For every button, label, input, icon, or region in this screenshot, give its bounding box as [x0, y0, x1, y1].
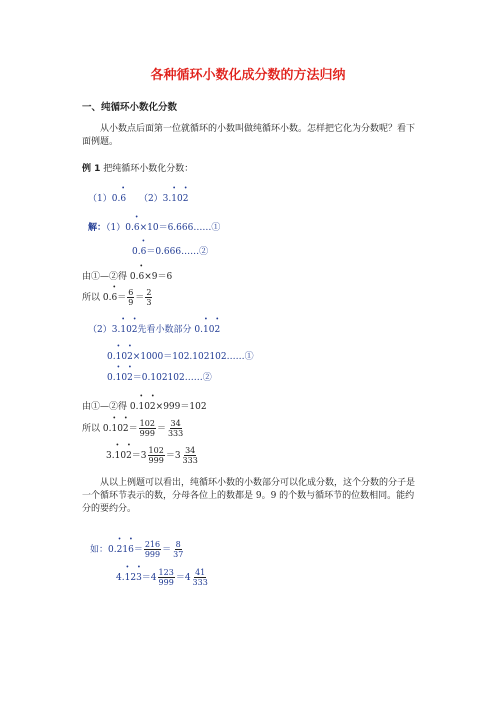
- example-label: 例 1: [82, 164, 101, 174]
- solution-1-line-3: [82, 271, 172, 283]
- solution-2-line-6: [106, 446, 200, 465]
- repeating-digit: 1 •: [138, 401, 144, 413]
- repeating-digit: 6 •: [141, 246, 147, 258]
- solution-1-line-2: [132, 246, 208, 258]
- expr-suffix: ×10＝6.666……①: [139, 223, 221, 233]
- example-1-heading: [82, 163, 193, 176]
- repeating-digit: 6 •: [120, 193, 126, 205]
- equals: ＝: [162, 545, 172, 555]
- intro-paragraph: 从小数点后面第一位就循环的小数叫做纯循环小数。怎样把它化为分数呢？看下面例题。: [82, 124, 416, 147]
- repeating-digit: 2 •: [126, 450, 132, 462]
- expr-suffix: ＝0.666……②: [146, 247, 209, 257]
- expr-prefix: 4.: [116, 573, 125, 583]
- solution-1-line-4: [82, 288, 153, 307]
- equals: ＝: [156, 424, 166, 434]
- digit: 1: [122, 545, 129, 555]
- fraction: [167, 419, 184, 438]
- denominator: 37: [173, 550, 184, 559]
- expr-suffix: ×1000＝102.102102……①: [132, 352, 254, 362]
- denominator: 333: [192, 578, 208, 587]
- expr-suffix: ×9＝6: [144, 272, 173, 282]
- digit: 0: [144, 402, 150, 412]
- digit: 0: [121, 352, 128, 362]
- repeating-digit: 1 •: [115, 450, 121, 462]
- repeating-digit: 2 •: [214, 324, 220, 336]
- repeating-digit: 2 •: [150, 401, 156, 413]
- denominator: 9: [128, 298, 134, 307]
- example-text: 把纯循环小数化分数：: [103, 164, 194, 174]
- digit: 0: [208, 325, 215, 335]
- denominator: 999: [148, 456, 164, 465]
- expr-prefix: （2）3.: [88, 325, 121, 335]
- numerator: 216: [144, 540, 161, 549]
- denominator: 333: [182, 456, 198, 465]
- digit: 0: [121, 373, 128, 383]
- equals: ＝4: [175, 573, 191, 583]
- expr-suffix: ×999＝102: [155, 402, 207, 412]
- expr-prefix: 3.: [106, 451, 115, 461]
- digit: 0: [126, 325, 132, 335]
- example-line-2: [116, 568, 210, 587]
- repeating-digit: 3 •: [136, 572, 142, 584]
- denominator: 999: [139, 429, 155, 438]
- numerator: 102: [148, 446, 164, 455]
- problem-line: [88, 193, 188, 205]
- equals: ＝: [133, 545, 143, 555]
- repeating-digit: 1 •: [116, 351, 122, 363]
- solution-2-line-4: [82, 401, 207, 413]
- equals: ＝: [135, 293, 145, 303]
- denominator: 999: [144, 550, 161, 559]
- equals: ＝3: [131, 451, 147, 461]
- expr-prefix: 所以 0.: [82, 424, 112, 434]
- solution-2-line-3: [107, 372, 212, 384]
- repeating-digit: 2 •: [132, 324, 138, 336]
- expr-prefix: 0.: [132, 247, 141, 257]
- repeating-digit: 1 •: [111, 423, 117, 435]
- repeating-digit: 1 •: [203, 324, 209, 336]
- repeating-digit: 6 •: [138, 271, 144, 283]
- fraction: [172, 540, 184, 559]
- equals: ＝3: [165, 451, 181, 461]
- fraction: [148, 446, 165, 465]
- denominator: 999: [158, 578, 174, 587]
- repeating-digit: 1 •: [125, 572, 131, 584]
- expr-prefix: 0.: [107, 373, 116, 383]
- numerator: 8: [175, 540, 181, 549]
- repeating-digit: 6 •: [134, 222, 140, 234]
- fraction: [139, 419, 156, 438]
- problem-2-prefix: （2）3.: [138, 194, 172, 204]
- denominator: 3: [146, 298, 152, 307]
- solution-label: 解：: [88, 223, 107, 233]
- page-title: 各种循环小数化成分数的方法归纳: [150, 68, 346, 83]
- expr-prefix: （1）0.: [106, 223, 134, 233]
- digit: 0: [120, 451, 127, 461]
- numerator: 41: [195, 568, 206, 577]
- numerator: 34: [170, 419, 181, 428]
- repeating-digit: 2 •: [117, 544, 123, 556]
- expr-prefix: 0.: [108, 545, 117, 555]
- fraction: [192, 568, 209, 587]
- solution-2-line-2: [107, 351, 254, 363]
- digit: 0: [117, 424, 123, 434]
- numerator: 2: [146, 288, 152, 297]
- repeating-digit: 2 •: [127, 372, 133, 384]
- numerator: 34: [185, 446, 196, 455]
- expr-prefix: 由①—②得 0.: [82, 402, 139, 412]
- expr-text: 先看小数部分 0.: [137, 325, 203, 335]
- repeating-digit: 2 •: [183, 193, 189, 205]
- repeating-digit: 1 •: [171, 193, 177, 205]
- expr-prefix: 由①—②得 0.: [82, 272, 139, 282]
- digit: 2: [130, 573, 137, 583]
- repeating-digit: 1 •: [120, 324, 126, 336]
- equals: ＝: [117, 293, 127, 303]
- numerator: 102: [139, 419, 155, 428]
- equals: ＝: [128, 424, 138, 434]
- example-prefix: 如：: [90, 545, 109, 555]
- solution-2-line-1: [88, 324, 220, 336]
- expr-prefix: 0.: [107, 352, 116, 362]
- problem-1-prefix: （1）0.: [88, 194, 121, 204]
- expr-prefix: 所以 0.: [82, 293, 112, 303]
- conclusion-paragraph: 从以上例题可以看出，纯循环小数的小数部分可以化成分数，这个分数的分子是一个循环节表示的数，分母各位上的数都是 9。9 的个数与循环节的位数相同。能约分的要约分。: [82, 478, 416, 514]
- numerator: 123: [158, 568, 174, 577]
- solution-2-line-5: [82, 419, 185, 438]
- fraction: [145, 288, 152, 307]
- fraction: [144, 540, 161, 559]
- repeating-digit: 6 •: [128, 544, 134, 556]
- repeating-digit: 1 •: [116, 372, 122, 384]
- expr-suffix: ＝0.102102……②: [132, 373, 212, 383]
- repeating-digit: 6 •: [111, 292, 117, 304]
- equals: ＝4: [141, 573, 157, 583]
- fraction: [127, 288, 134, 307]
- fraction: [158, 568, 175, 587]
- repeating-digit: 2 •: [127, 351, 133, 363]
- solution-1-line-1: [88, 222, 220, 234]
- numerator: 6: [128, 288, 134, 297]
- section-heading: 一、纯循环小数化分数: [82, 102, 178, 113]
- fraction: [182, 446, 199, 465]
- denominator: 333: [167, 429, 184, 438]
- example-line-1: [90, 540, 185, 559]
- repeating-digit: 2 •: [123, 423, 129, 435]
- digit: 0: [177, 194, 183, 204]
